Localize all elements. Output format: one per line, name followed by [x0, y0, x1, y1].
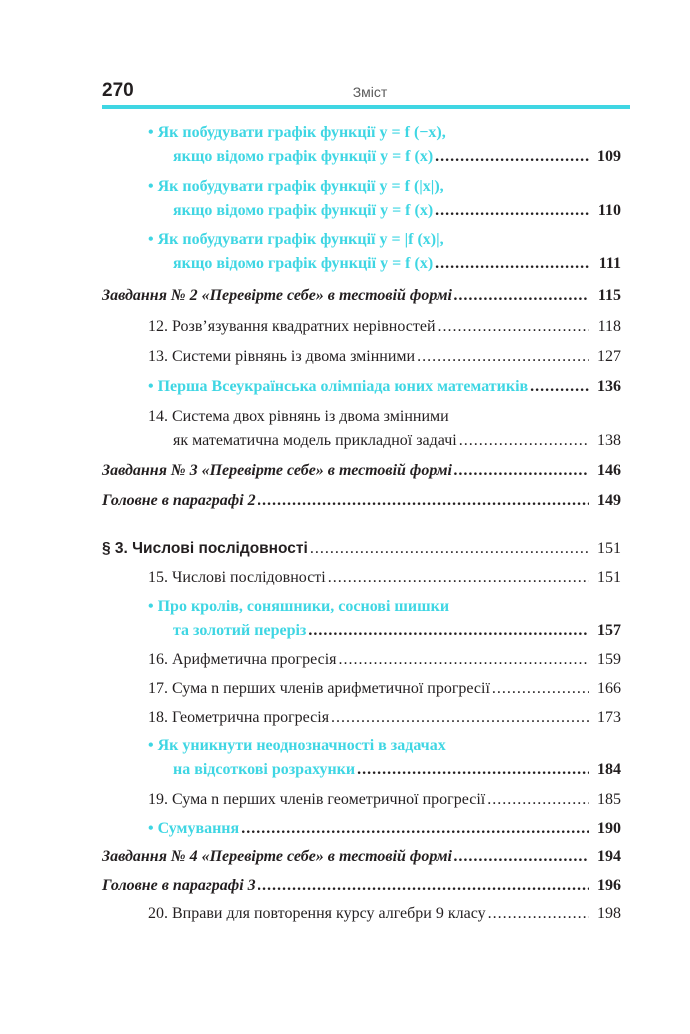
toc-entry[interactable] [148, 348, 621, 366]
leader-dots [417, 348, 589, 366]
toc-page-number: 111 [598, 255, 621, 272]
toc-entry[interactable] [148, 651, 621, 669]
toc-entry[interactable] [102, 287, 621, 305]
toc-entry[interactable] [173, 622, 621, 640]
section-title: § 3. Числові послідовності [102, 540, 308, 557]
leader-dots [331, 709, 589, 727]
toc-entry-text: • Перша Всеукраїнська олімпіада юних математиків [148, 378, 529, 395]
toc-entry-text: 19. Сума n перших членів геометричної прогресії [148, 791, 486, 808]
leader-dots [310, 540, 589, 558]
leader-dots [435, 202, 589, 220]
toc-entry-text: як математична модель прикладної задачі [173, 432, 457, 449]
toc-page-number: 115 [597, 287, 621, 304]
leader-dots [241, 820, 589, 838]
toc-entry[interactable] [148, 378, 621, 396]
leader-dots [438, 318, 589, 336]
leader-dots [435, 148, 589, 166]
toc-page-number: 190 [597, 820, 621, 837]
toc-entry[interactable] [148, 709, 621, 727]
toc-entry[interactable] [173, 761, 621, 779]
toc-page-number: 109 [597, 148, 621, 165]
toc-page-number: 166 [597, 680, 621, 697]
toc-entry-line: • Як уникнути неоднозначності в задачах [148, 737, 446, 754]
toc-entry[interactable] [148, 791, 621, 809]
toc-page-number: 198 [597, 905, 621, 922]
toc-entry-text: Головне в параграфі 2 [102, 492, 256, 509]
toc-entry[interactable] [102, 877, 621, 895]
toc-entry[interactable] [173, 202, 621, 220]
leader-dots [454, 462, 589, 480]
toc-entry-text: Завдання № 2 «Перевірте себе» в тестовій формі [102, 287, 452, 304]
toc-entry[interactable] [173, 255, 621, 273]
toc-page-number: 173 [597, 709, 621, 726]
toc-entry[interactable] [148, 905, 621, 923]
toc-entry-line: 14. Система двох рівнянь із двома змінними [148, 408, 449, 425]
toc-page-number: 118 [597, 318, 621, 335]
toc-entry-text: 12. Розв’язування квадратних нерівностей [148, 318, 436, 335]
toc-page-number: 136 [597, 378, 621, 395]
toc-entry-text: Головне в параграфі 3 [102, 877, 256, 894]
toc-entry-text: якщо відомо графік функції y = f (x) [173, 148, 434, 165]
toc-entry-line: • Про кролів, соняшники, соснові шишки [148, 598, 450, 615]
toc-page-number: 151 [597, 569, 621, 586]
toc-entry-text: 20. Вправи для повторення курсу алгебри 9 класу [148, 905, 486, 922]
toc-page-number: 157 [597, 622, 621, 639]
toc-entry-text: Завдання № 4 «Перевірте себе» в тестовій формі [102, 848, 452, 865]
toc-page-number: 138 [597, 432, 621, 449]
toc-entry[interactable] [148, 820, 621, 838]
leader-dots [435, 255, 589, 273]
toc-entry[interactable] [102, 462, 621, 480]
leader-dots [530, 378, 589, 396]
leader-dots [454, 848, 589, 866]
toc-entry-text: 15. Числові послідовності [148, 569, 326, 586]
page-number: 270 [102, 80, 134, 101]
leader-dots [488, 905, 589, 923]
toc-entry-text: на відсоткові розрахунки [173, 761, 356, 778]
toc-page-number: 194 [597, 848, 621, 865]
leader-dots [328, 569, 589, 587]
toc-entry-text: якщо відомо графік функції y = f (x) [173, 202, 434, 219]
toc-entry-line: • Як побудувати графік функції y = |f (x)|, [148, 231, 444, 248]
toc-entry[interactable] [148, 680, 621, 698]
toc-entry[interactable] [173, 432, 621, 450]
running-header: Зміст [352, 84, 388, 100]
toc-page-number: 127 [597, 348, 621, 365]
toc-entry-text: якщо відомо графік функції y = f (x) [173, 255, 434, 272]
leader-dots [357, 761, 589, 779]
leader-dots [258, 877, 589, 895]
toc-page-number: 146 [597, 462, 621, 479]
toc-entry[interactable] [102, 540, 621, 558]
toc-entry-text: та золотий переріз [173, 622, 307, 639]
toc-page-number: 196 [597, 877, 621, 894]
leader-dots [487, 791, 589, 809]
toc-page-number: 184 [597, 761, 621, 778]
leader-dots [258, 492, 589, 510]
toc-page-number: 149 [597, 492, 621, 509]
toc-entry-text: 13. Системи рівнянь із двома змінними [148, 348, 416, 365]
toc-entry[interactable] [102, 848, 621, 866]
leader-dots [308, 622, 589, 640]
leader-dots [459, 432, 589, 450]
toc-entry[interactable] [148, 569, 621, 587]
leader-dots [492, 680, 589, 698]
toc-entry-text: 18. Геометрична прогресія [148, 709, 330, 726]
toc-entry-text: 17. Сума n перших членів арифметичної прогресії [148, 680, 490, 697]
leader-dots [339, 651, 589, 669]
toc-page-number: 151 [597, 540, 621, 557]
toc-entry-text: 16. Арифметична прогресія [148, 651, 337, 668]
toc-page-number: 185 [597, 791, 621, 808]
toc-entry[interactable] [173, 148, 621, 166]
toc-entry-text: • Сумування [148, 820, 240, 837]
leader-dots [454, 287, 589, 305]
toc-entry[interactable] [148, 318, 621, 336]
toc-entry-line: • Як побудувати графік функції y = f (−x), [148, 124, 446, 141]
toc-page-number: 110 [597, 202, 621, 219]
toc-page-number: 159 [597, 651, 621, 668]
toc-entry[interactable] [102, 492, 621, 510]
toc-entry-line: • Як побудувати графік функції y = f (|x|), [148, 178, 444, 195]
toc-entry-text: Завдання № 3 «Перевірте себе» в тестовій формі [102, 462, 452, 479]
header-rule [102, 105, 630, 109]
